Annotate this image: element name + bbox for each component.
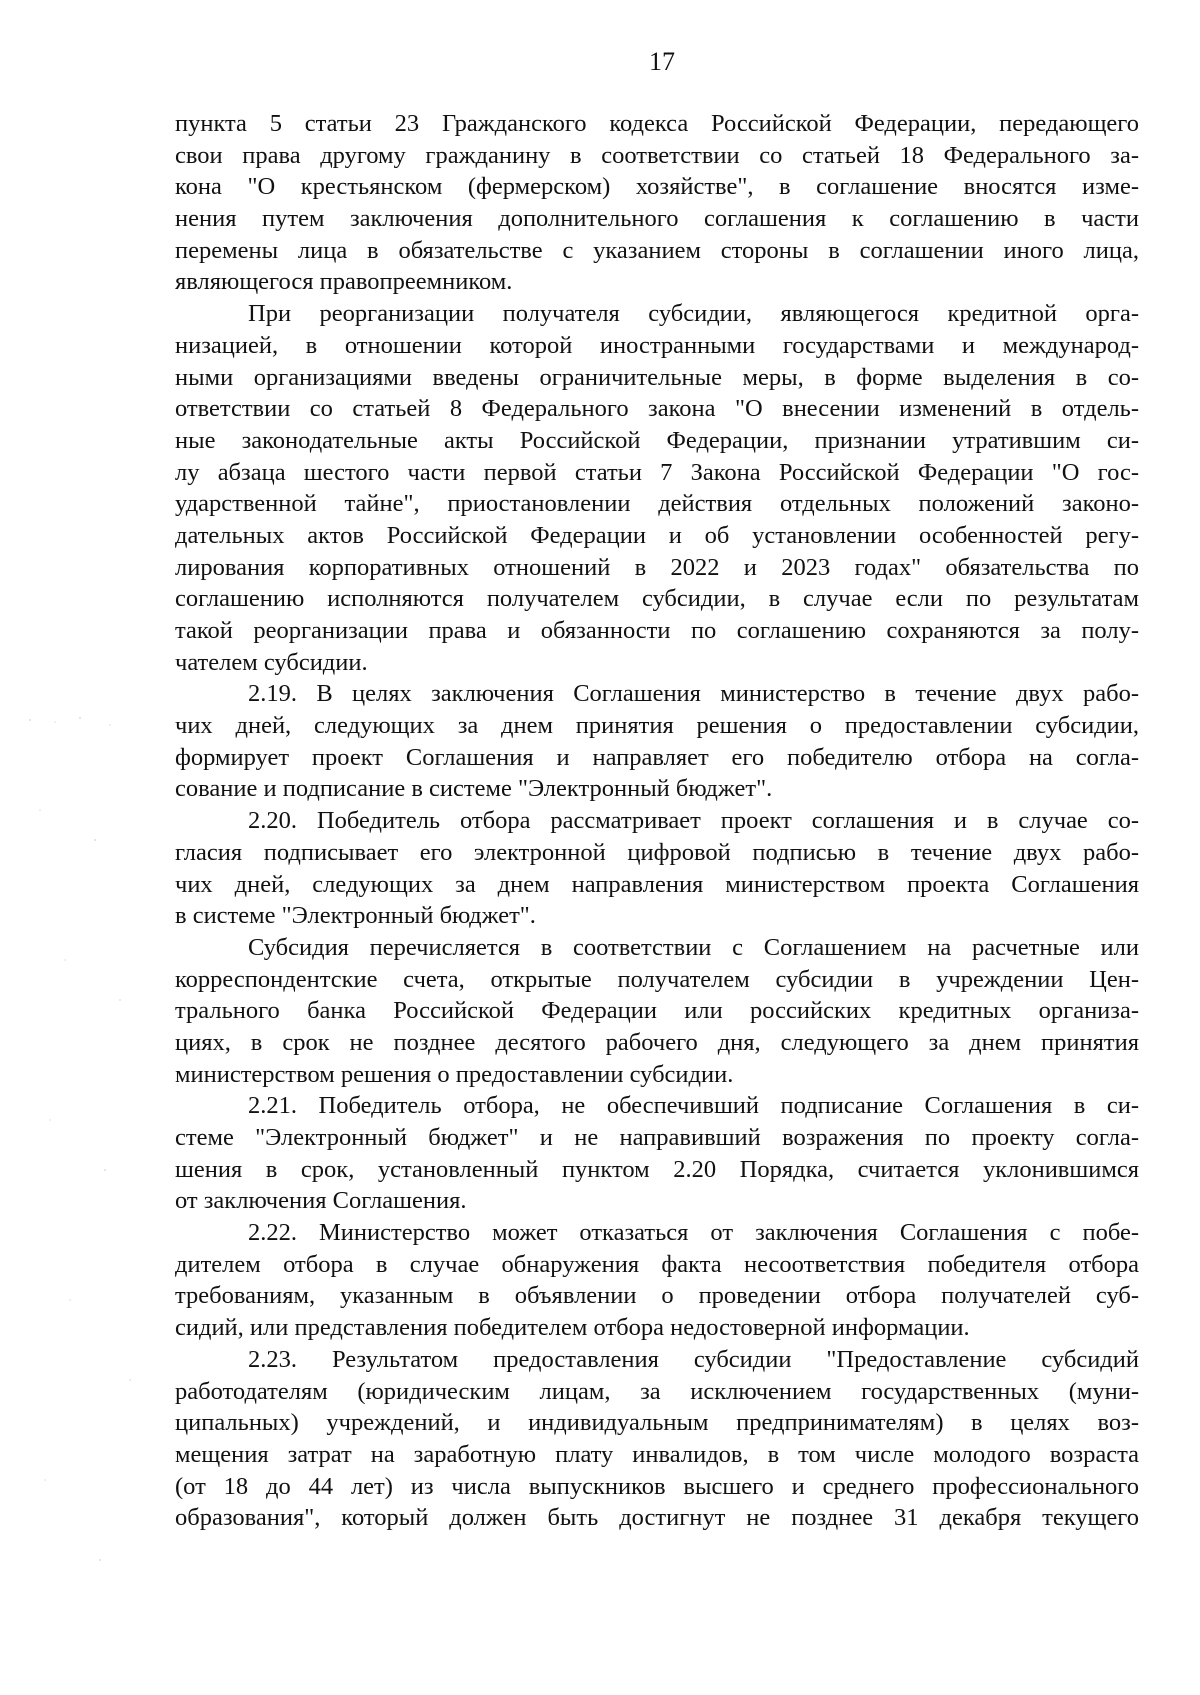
text-line: такой реорганизации права и обязанности по соглашению сохраняются за полу- xyxy=(175,617,1139,644)
text-line: ными организациями введены ограничительные меры, в форме выделения в со- xyxy=(175,363,1139,391)
paragraph-clause-2-22 xyxy=(175,1217,1139,1344)
paragraph-continuation xyxy=(175,108,1139,298)
text-line: стеме "Электронный бюджет" и не направивший возражения по проекту согла- xyxy=(175,1124,1139,1151)
text-line: шения в срок, установленный пунктом 2.20 Порядка, считается уклонившимся xyxy=(175,1155,1139,1183)
text-line: 2.21. Победитель отбора, не обеспечивший подписание Соглашения в си- xyxy=(248,1092,1139,1120)
paragraph-clause-2-20 xyxy=(175,805,1139,932)
text-line: 2.19. В целях заключения Соглашения министерство в течение двух рабо- xyxy=(248,680,1139,708)
scan-speckle-artifact xyxy=(10,700,150,1600)
text-line: лирования корпоративных отношений в 2022 и 2023 годах" обязательства по xyxy=(175,553,1139,581)
text-line: перемены лица в обязательстве с указанием стороны в соглашении иного лица, xyxy=(175,236,1139,264)
text-line: ципальных) учреждений, и индивидуальным предпринимателям) в целях воз- xyxy=(175,1409,1139,1437)
text-line: низацией, в отношении которой иностранными государствами и международ- xyxy=(175,331,1139,359)
text-line: сование и подписание в системе "Электронный бюджет". xyxy=(175,775,773,803)
text-line: пункта 5 статьи 23 Гражданского кодекса Российской Федерации, передающего xyxy=(175,110,1139,137)
text-line: трального банка Российской Федерации или российских кредитных организа- xyxy=(175,997,1139,1025)
text-line: министерством решения о предоставлении субсидии. xyxy=(175,1060,734,1088)
text-line: Субсидия перечисляется в соответствии с Соглашением на расчетные или xyxy=(248,933,1139,961)
text-line: сидий, или представления победителем отбора недостоверной информации. xyxy=(175,1314,970,1342)
text-line: 2.23. Результатом предоставления субсидии "Предоставление субсидий xyxy=(248,1345,1139,1373)
text-line: свои права другому гражданину в соответствии со статьей 18 Федерального за- xyxy=(175,141,1139,169)
text-line: чих дней, следующих за днем направления министерством проекта Соглашения xyxy=(175,870,1139,898)
paragraph-clause-2-23 xyxy=(175,1344,1139,1534)
paragraph-clause-2-19 xyxy=(175,678,1139,805)
text-line: ные законодательные акты Российской Федерации, признании утратившим си- xyxy=(175,426,1139,454)
text-line: лу абзаца шестого части первой статьи 7 Закона Российской Федерации "О гос- xyxy=(175,458,1139,486)
text-line: (от 18 до 44 лет) из числа выпускников высшего и среднего профессионального xyxy=(175,1472,1139,1500)
page-number: 17 xyxy=(649,47,675,76)
text-line: формирует проект Соглашения и направляет его победителю отбора на согла- xyxy=(175,743,1139,771)
text-line: нения путем заключения дополнительного соглашения к соглашению в части xyxy=(175,205,1139,233)
text-line: в системе "Электронный бюджет". xyxy=(175,902,536,930)
text-line: циях, в срок не позднее десятого рабочего дня, следующего за днем принятия xyxy=(175,1028,1139,1056)
text-line: чих дней, следующих за днем принятия решения о предоставлении субсидии, xyxy=(175,712,1139,740)
text-line: дителем отбора в случае обнаружения факта несоответствия победителя отбора xyxy=(175,1250,1139,1278)
text-line: требованиям, указанным в объявлении о проведении отбора получателей суб- xyxy=(175,1282,1139,1310)
text-line: соглашению исполняются получателем субсидии, в случае если по результатам xyxy=(175,585,1139,613)
text-line: ответствии со статьей 8 Федерального закона "О внесении изменений в отдель- xyxy=(175,395,1139,423)
text-line: дательных актов Российской Федерации и об установлении особенностей регу- xyxy=(175,521,1139,549)
text-line: гласия подписывает его электронной цифровой подписью в течение двух рабо- xyxy=(175,838,1139,866)
text-line: работодателям (юридическим лицам, за исключением государственных (муни- xyxy=(175,1377,1139,1405)
text-line: от заключения Соглашения. xyxy=(175,1187,467,1215)
text-line: 2.20. Победитель отбора рассматривает проект соглашения и в случае со- xyxy=(248,807,1139,835)
paragraph-subsidy-transfer xyxy=(175,932,1139,1090)
paragraph-clause-2-21 xyxy=(175,1090,1139,1217)
document-body xyxy=(175,108,1139,1534)
text-line: ударственной тайне", приостановлении действия отдельных положений законо- xyxy=(175,490,1139,518)
text-line: являющегося правопреемником. xyxy=(175,268,513,296)
text-line: образования", который должен быть достигнут не позднее 31 декабря текущего xyxy=(175,1504,1139,1532)
paragraph-reorganization xyxy=(175,298,1139,678)
text-line: корреспондентские счета, открытые получателем субсидии в учреждении Цен- xyxy=(175,965,1139,993)
text-line: 2.22. Министерство может отказаться от заключения Соглашения с побе- xyxy=(248,1219,1139,1247)
text-line: кона "О крестьянском (фермерском) хозяйстве", в соглашение вносятся изме- xyxy=(175,173,1139,201)
text-line: чателем субсидии. xyxy=(175,648,368,676)
text-line: При реорганизации получателя субсидии, являющегося кредитной орга- xyxy=(248,300,1139,328)
text-line: мещения затрат на заработную плату инвалидов, в том числе молодого возраста xyxy=(175,1440,1139,1468)
